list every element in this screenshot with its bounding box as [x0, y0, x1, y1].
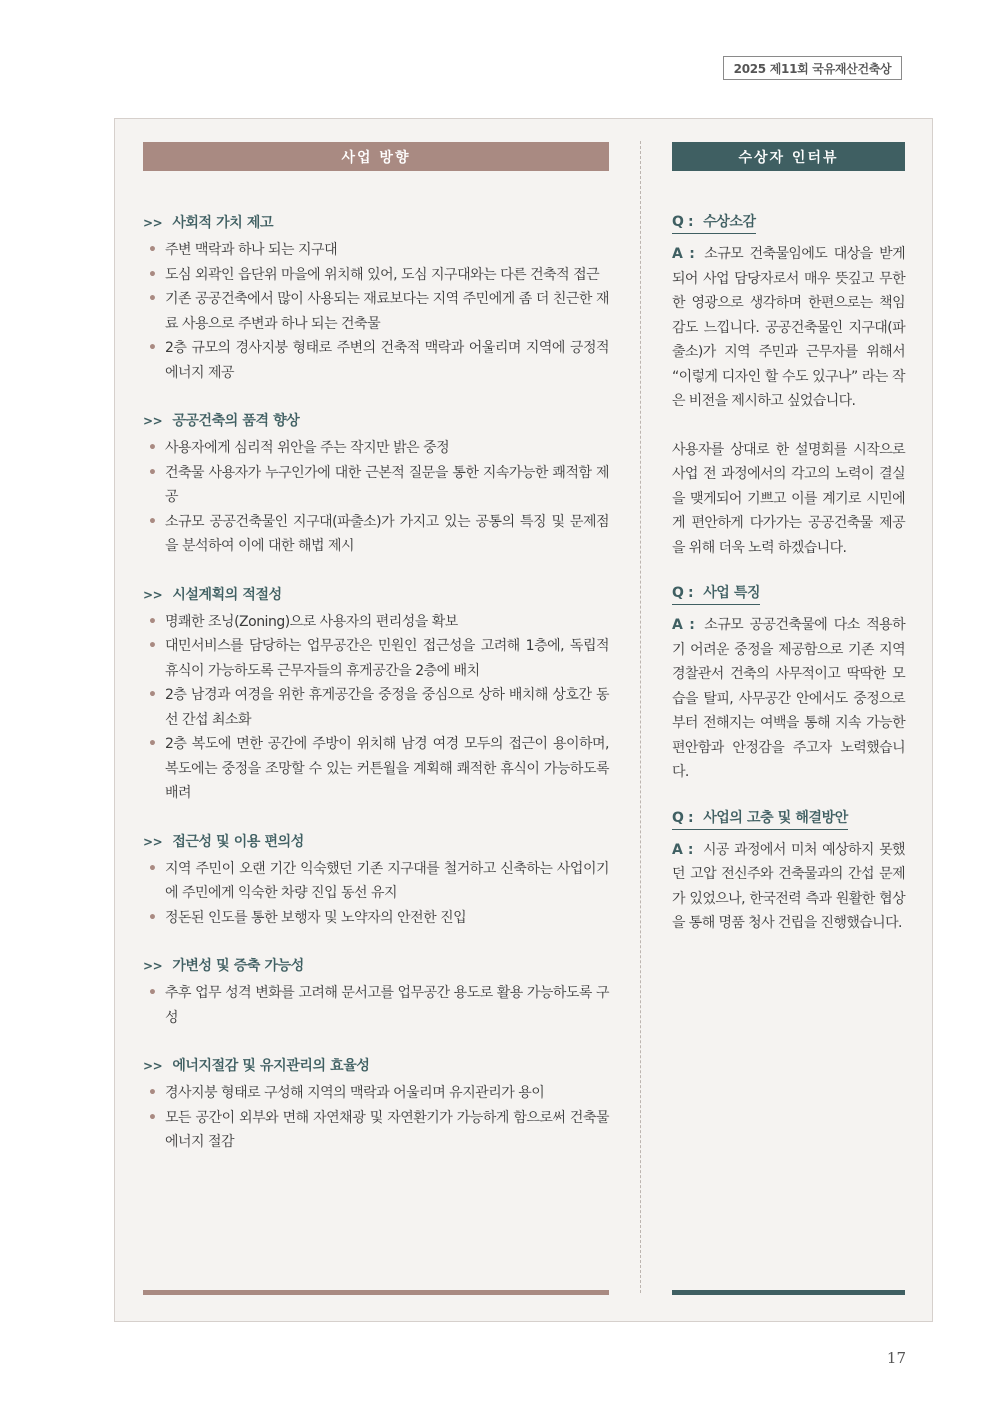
interview-column [672, 142, 905, 936]
section-title-text: 가변성 및 증축 가능성 [172, 958, 304, 974]
section-public-architecture-quality [143, 409, 609, 559]
section-energy-efficiency [143, 1054, 609, 1155]
column-divider [640, 141, 641, 1293]
list-item: • 2층 복도에 면한 공간에 주방이 위치해 남경 여경 모두의 접근이 용이하며, 복도에는 중정을 조망할 수 있는 커튼월을 계획해 쾌적한 휴식이 가능하도록 배려 [143, 732, 609, 806]
list-item: • 정돈된 인도를 통한 보행자 및 노약자의 안전한 진입 [143, 906, 609, 931]
bullet-icon: • [148, 638, 157, 654]
answer-text: A : 시공 과정에서 미처 예상하지 못했던 고압 전신주와 건축물과의 간섭 문제가 있었으나, 한국전력 측과 원활한 협상을 통해 명품 청사 건립을 진행했습니다. [672, 841, 905, 931]
list-item: • 건축물 사용자가 누구인가에 대한 근본적 질문을 통한 지속가능한 쾌적함 제공 [143, 461, 609, 510]
bullet-icon: • [148, 513, 157, 530]
section-title-text: 공공건축의 품격 향상 [172, 413, 300, 429]
bullet-icon: • [148, 440, 157, 456]
section-title-text: 접근성 및 이용 편의성 [172, 833, 304, 850]
section-title [143, 211, 609, 235]
bullet-icon: • [148, 985, 157, 1001]
list-item: • 도심 외곽인 읍단위 마을에 위치해 있어, 도심 지구대와는 다른 건축적 접근 [143, 263, 609, 288]
section-facility-planning [143, 583, 609, 806]
double-chevron-icon: >> [143, 216, 163, 230]
section-title [143, 830, 609, 854]
list-item: • 추후 업무 성격 변화를 고려해 문서고를 업무공간 용도로 활용 가능하도록 구성 [143, 981, 609, 1030]
answer-text: 사용자를 상대로 한 설명회를 시작으로 사업 전 과정에서의 각고의 노력이 결실을 맺게되어 기쁘고 이를 계기로 시민에게 편안하게 다가가는 공공건축물 제공을 위해 더욱 노력 하겠습니다. [672, 441, 905, 556]
page-number: 17 [886, 1349, 906, 1367]
double-chevron-icon: >> [143, 414, 163, 428]
list-item: • 사용자에게 심리적 위안을 주는 작지만 밝은 중정 [143, 436, 609, 461]
list-item: • 2층 규모의 경사지붕 형태로 주변의 건축적 맥락과 어울리며 지역에 긍정적 에너지 제공 [143, 336, 609, 385]
bullet-icon: • [148, 242, 157, 258]
list-item: • 대민서비스를 담당하는 업무공간은 민원인 접근성을 고려해 1층에, 독립적 휴식이 가능하도록 근무자들의 휴게공간을 2층에 배치 [143, 634, 609, 683]
list-item: • 2층 남경과 여경을 위한 휴게공간을 중정을 중심으로 상하 배치해 상호간 동선 간섭 최소화 [143, 683, 609, 732]
section-title [143, 583, 609, 607]
list-item: • 소규모 공공건축물인 지구대(파출소)가 가지고 있는 공통의 특징 및 문제점을 분석하여 이에 대한 해법 제시 [143, 510, 609, 559]
bullet-icon: • [148, 909, 157, 926]
list-item: • 모든 공간이 외부와 면해 자연채광 및 자연환기가 가능하게 함으로써 건축물 에너지 절감 [143, 1106, 609, 1155]
business-direction-header: 사업 방향 [143, 142, 609, 171]
question-title: Q : 수상소감 [672, 211, 756, 234]
section-title [143, 954, 609, 978]
bullet-icon: • [148, 291, 157, 307]
bullet-icon: • [148, 266, 157, 283]
question-title: Q : 사업 특징 [672, 582, 760, 605]
answer-text: A : 소규모 건축물임에도 대상을 받게 되어 사업 담당자로서 매우 뜻깊고 무한한 영광으로 생각하며 한편으로는 책임감도 느낍니다. 공공건축물인 지구대(파출소)가 지역 주민과 근무자를 위해서 “이렇게 디자인 할 수도 있구나” 라는 작은 비전을 제시하고 싶었습니다. [672, 246, 905, 409]
list-item: • 지역 주민이 오랜 기간 익숙했던 기존 지구대를 철거하고 신축하는 사업이기에 주민에게 익숙한 차량 진입 동선 유지 [143, 857, 609, 906]
right-footer-bar [672, 1290, 905, 1295]
section-title [143, 409, 609, 433]
bullet-icon: • [148, 1109, 157, 1126]
section-title-text: 사회적 가치 제고 [172, 215, 274, 231]
bullet-icon: • [148, 860, 157, 877]
double-chevron-icon: >> [143, 587, 163, 602]
list-item: • 경사지붕 형태로 구성해 지역의 맥락과 어울리며 유지관리가 용이 [143, 1081, 609, 1106]
interview-header: 수상자 인터뷰 [672, 142, 905, 171]
section-flexibility [143, 954, 609, 1030]
qa-block-project-features [672, 582, 905, 785]
qa-block-difficulties [672, 807, 905, 936]
bullet-icon: • [148, 1085, 157, 1101]
list-item: • 주변 맥락과 하나 되는 지구대 [143, 238, 609, 263]
bullet-icon: • [148, 340, 157, 356]
question-title: Q : 사업의 고충 및 해결방안 [672, 807, 848, 830]
award-tag: 2025 제11회 국유재산건축상 [723, 56, 902, 80]
answer-text: A : 소규모 공공건축물에 다소 적용하기 어려운 중정을 제공함으로 기존 지역경찰관서 건축의 사무적이고 딱딱한 모습을 탈피, 사무공간 안에서도 중정으로부터 전해지는 여백을 통해 지속 가능한 편안함과 안정감을 주고자 노력했습니다. [672, 617, 905, 780]
double-chevron-icon: >> [143, 959, 163, 973]
list-item: • 기존 공공건축에서 많이 사용되는 재료보다는 지역 주민에게 좀 더 친근한 재료 사용으로 주변과 하나 되는 건축물 [143, 287, 609, 336]
section-accessibility [143, 830, 609, 931]
left-footer-bar [143, 1290, 609, 1295]
section-title-text: 에너지절감 및 유지관리의 효율성 [172, 1058, 370, 1074]
section-title-text: 시설계획의 적절성 [172, 586, 282, 603]
bullet-icon: • [148, 613, 157, 630]
qa-block-impressions [672, 211, 905, 560]
section-title [143, 1054, 609, 1078]
business-direction-column [143, 142, 609, 1155]
section-social-value [143, 211, 609, 385]
bullet-icon: • [148, 736, 157, 752]
double-chevron-icon: >> [143, 834, 163, 849]
bullet-icon: • [148, 687, 157, 703]
list-item: • 명쾌한 조닝(Zoning)으로 사용자의 편리성을 확보 [143, 610, 609, 635]
double-chevron-icon: >> [143, 1059, 163, 1073]
bullet-icon: • [148, 464, 157, 481]
